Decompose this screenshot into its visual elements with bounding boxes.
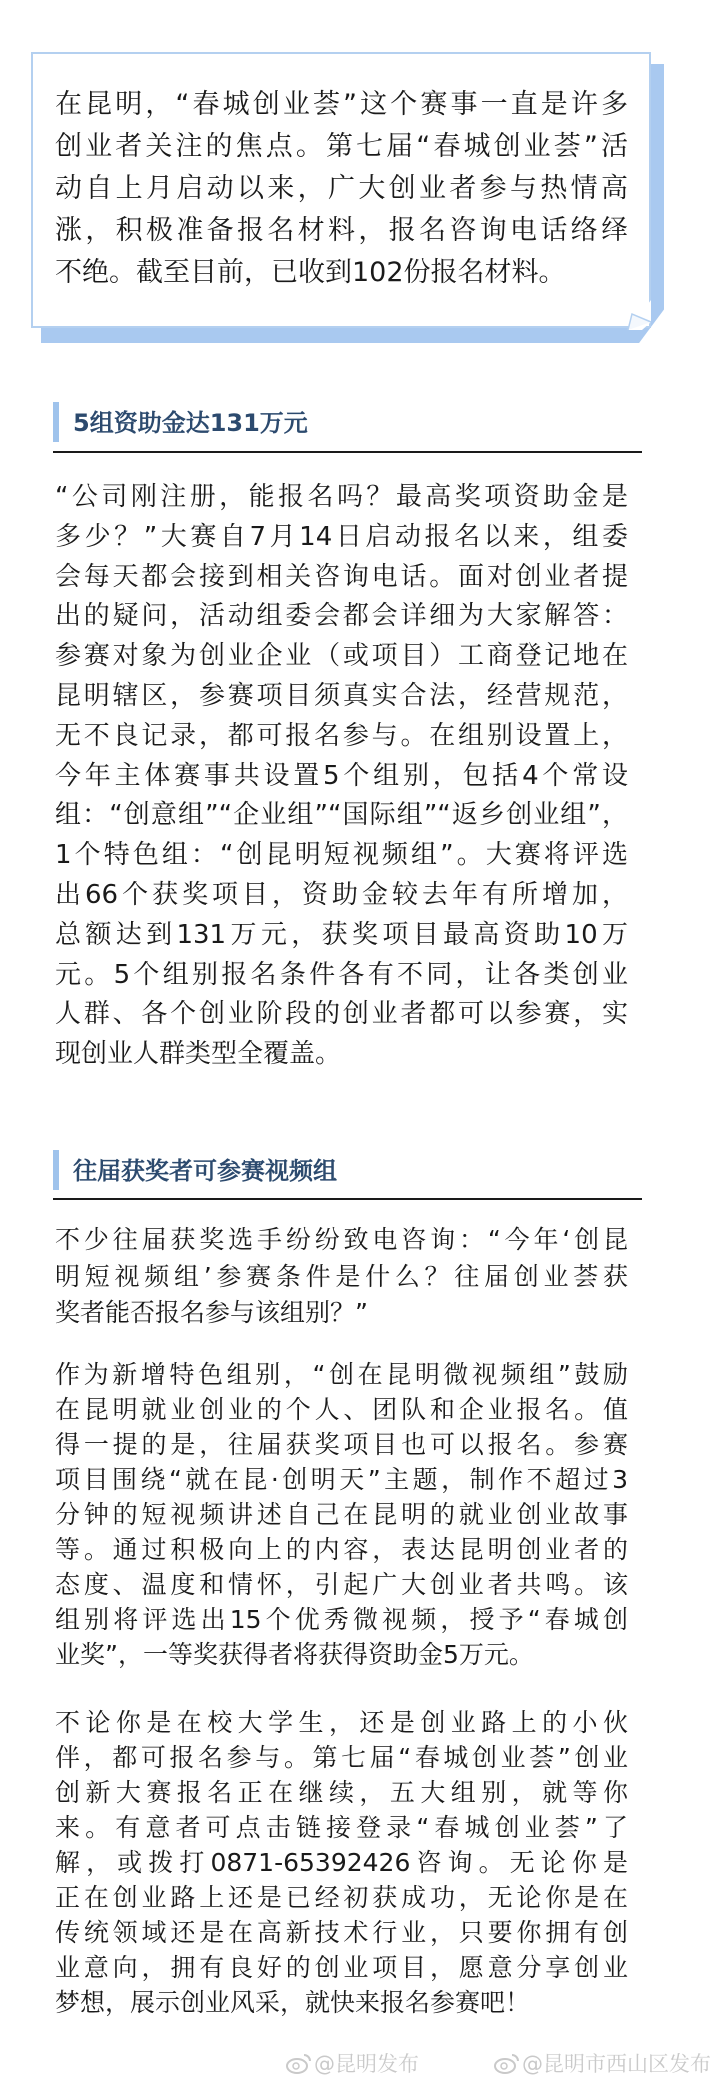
section-divider: [53, 451, 642, 453]
text-line: 奖者能否报名参与该组别？”: [55, 1298, 368, 1327]
section-accent-bar: [53, 402, 59, 442]
text-line: 动自上月启动以来，广大创业者参与热情高: [55, 173, 628, 204]
text-line: 组：“创意组”“企业组”“国际组”“返乡创业组”，: [55, 800, 628, 831]
intro-paragraph: [55, 84, 628, 294]
section-accent-bar: [53, 1150, 59, 1190]
text-line: 等。通过积极向上的内容，表达昆明创业者的: [55, 1535, 628, 1564]
text-line: 项目围绕“就在昆·创明天”主题，制作不超过3: [55, 1465, 628, 1494]
section-heading-funding: 5组资助金达131万元: [73, 409, 308, 437]
text-line: 昆明辖区，参赛项目须真实合法，经营规范，: [55, 680, 628, 711]
text-line: 态度、温度和情怀，引起广大创业者共鸣。该: [55, 1570, 628, 1599]
text-line: 分钟的短视频讲述自己在昆明的就业创业故事: [55, 1500, 628, 1529]
text-line: 在昆明，“春城创业荟”这个赛事一直是许多: [55, 89, 628, 120]
text-line: 解，或拨打0871-65392426咨询。无论你是: [55, 1848, 628, 1877]
text-line: 1个特色组：“创昆明短视频组”。大赛将评选: [55, 840, 628, 871]
text-line: 组别将评选出15个优秀微视频，授予“春城创: [55, 1605, 628, 1634]
video-paragraph-1: [55, 1222, 628, 1332]
text-line: 得一提的是，往届获奖项目也可以报名。参赛: [55, 1430, 628, 1459]
text-line: 出的疑问，活动组委会都会详细为大家解答：: [55, 601, 628, 632]
text-line: 不少往届获奖选手纷纷致电咨询：“今年‘创昆: [55, 1225, 628, 1254]
text-line: 伴，都可报名参与。第七届“春城创业荟”创业: [55, 1743, 628, 1772]
funding-paragraph: [55, 478, 628, 1075]
text-line: 梦想，展示创业风采，就快来报名参赛吧！: [55, 1988, 531, 2017]
text-line: 创新大赛报名正在继续，五大组别，就等你: [55, 1778, 628, 1807]
text-line: 现创业人群类型全覆盖。: [55, 1039, 342, 1070]
text-line: 会每天都会接到相关咨询电话。面对创业者提: [55, 561, 628, 592]
text-line: 多少？”大赛自7月14日启动报名以来，组委: [55, 521, 628, 552]
text-line: 出66个获奖项目，资助金较去年有所增加，: [55, 879, 628, 910]
text-line: 来。有意者可点击链接登录“春城创业荟”了: [55, 1813, 628, 1842]
text-line: 作为新增特色组别，“创在昆明微视频组”鼓励: [55, 1360, 628, 1389]
text-line: 创业者关注的焦点。第七届“春城创业荟”活: [55, 131, 628, 162]
text-line: 人群、各个创业阶段的创业者都可以参赛，实: [55, 999, 628, 1030]
text-line: 明短视频组’参赛条件是什么？往届创业荟获: [55, 1261, 628, 1291]
section-divider: [53, 1198, 642, 1200]
watermark: [286, 2048, 419, 2078]
text-line: 无不良记录，都可报名参与。在组别设置上，: [55, 720, 628, 751]
text-line: 今年主体赛事共设置5个组别，包括4个常设: [55, 760, 628, 791]
text-line: 传统领域还是在高新技术行业，只要你拥有创: [55, 1918, 628, 1947]
text-line: 在昆明就业创业的个人、团队和企业报名。值: [55, 1395, 628, 1424]
text-line: 正在创业路上还是已经初获成功，无论你是在: [55, 1883, 628, 1912]
text-line: 不论你是在校大学生，还是创业路上的小伙: [55, 1708, 628, 1737]
text-line: 元。5个组别报名条件各有不同，让各类创业: [55, 959, 628, 990]
text-line: 参赛对象为创业企业（或项目）工商登记地在: [55, 641, 628, 672]
watermark-text: @昆明发布: [314, 2052, 419, 2076]
text-line: 涨，积极准备报名材料，报名咨询电话络绎: [55, 215, 628, 246]
text-line: 业意向，拥有良好的创业项目，愿意分享创业: [55, 1953, 628, 1982]
video-paragraph-3: [55, 1705, 628, 2020]
video-paragraph-2: [55, 1357, 628, 1672]
text-line: 总额达到131万元，获奖项目最高资助10万: [55, 919, 628, 950]
section-heading-video: 往届获奖者可参赛视频组: [73, 1157, 337, 1185]
text-line: “公司刚注册，能报名吗？最高奖项资助金是: [55, 482, 628, 512]
watermark: [494, 2048, 711, 2078]
text-line: 业奖”，一等奖获得者将获得资助金5万元。: [55, 1640, 534, 1669]
folded-corner-icon: [624, 300, 654, 330]
watermark-text: @昆明市西山区发布: [522, 2052, 711, 2076]
weibo-logo-icon: [494, 2052, 520, 2074]
text-line: 不绝。截至目前，已收到102份报名材料。: [55, 257, 566, 288]
weibo-logo-icon: [286, 2052, 312, 2074]
